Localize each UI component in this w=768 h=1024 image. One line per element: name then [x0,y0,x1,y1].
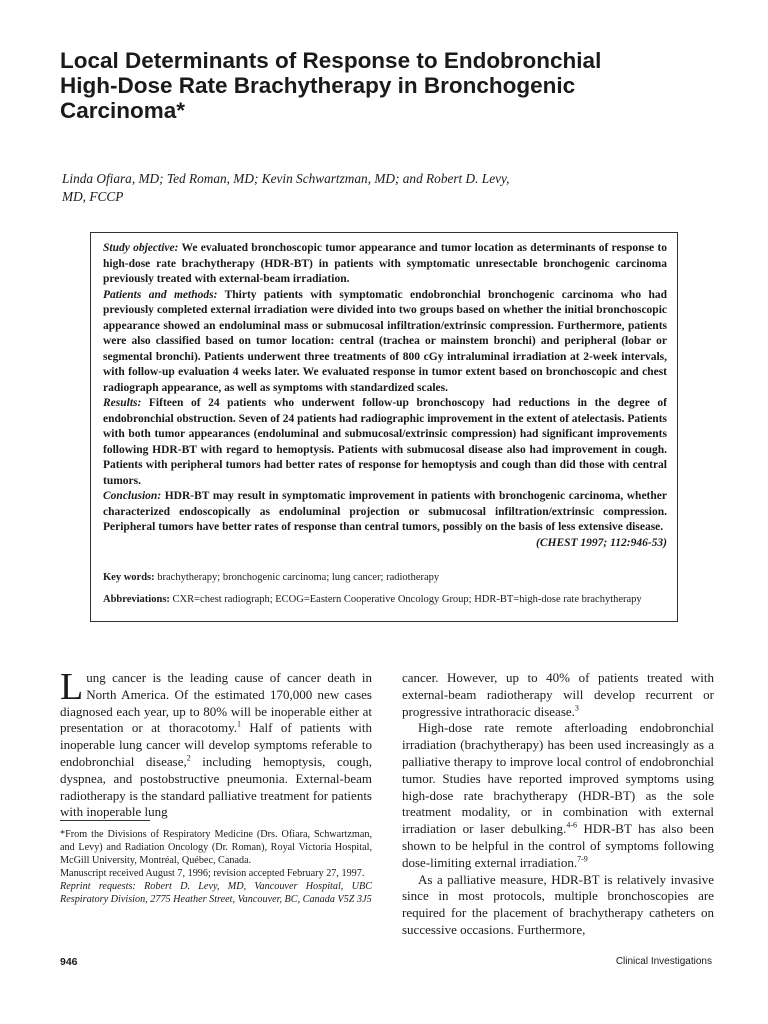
article-title: Local Determinants of Response to Endobronchial High-Dose Rate Brachytherapy in Bronchogenic Carcinoma* [60,48,602,123]
abstract-conclusion [103,489,667,549]
results-label: Results: [103,397,142,409]
intro-text-2: Half of patients with inoperable lung cancer will develop symptoms referable to endobronchial disease, [60,720,372,769]
body-paragraph: As a palliative measure, HDR-BT is relatively invasive since in most protocols, multiple bronchoscopies are required for the placement of brachytherapy catheters on successive occasions. Furthermore, [402,871,714,937]
conclusion-text: HDR-BT may result in symptomatic improvement in patients with bronchogenic carcinoma, whether characterized endoscopically as endoluminal projection or submucosal infiltration/extrinsic compression. Peripheral tumors have better rates of response than central tumors, possibly on the basis of less extensive disease. [103,490,667,533]
footnote-rule [60,820,150,821]
footnote-received: Manuscript received August 7, 1996; revision accepted February 27, 1997. [60,868,365,879]
body-paragraph [402,670,714,720]
objective-text: We evaluated bronchoscopic tumor appearance and tumor location as determinants of response to high-dose rate brachytherapy (HDR-BT) in patients with symptomatic unresectable bronchogenic carcinoma previously treated with external-beam irradiation. [103,242,667,285]
methods-label: Patients and methods: [103,288,218,301]
abbreviations-text: CXR=chest radiograph; ECOG=Eastern Cooperative Oncology Group; HDR-BT=high-dose rate brachytherapy [172,594,642,605]
body-column-left [60,666,372,821]
body-column-right [402,670,714,939]
abstract-objective [103,241,667,288]
reference-marker: 2 [186,753,191,763]
body-text: cancer. However, up to 40% of patients treated with external-beam radiotherapy will develop recurrent or progressive intrathoracic disease. [402,670,714,719]
reference-marker: 3 [574,703,579,713]
reference-marker: 4-6 [566,820,577,830]
reference-marker: 1 [237,720,241,730]
methods-text: Thirty patients with symptomatic endobronchial bronchogenic carcinoma who had previously completed external irradiation were divided into two groups based on whether the initial bronchoscopic appearance showed an endoluminal mass or submucosal infiltration/extrinsic compression. Furthermore, patients were also classified based on tumor location: central (trachea or mainstem bronchi) and peripheral (lobar or segmental bronchi). Patients underwent three treatments of 800 cGy intraluminal irradiation at 2-week intervals, with follow-up evaluation 4 weeks later. We evaluated response in tumor extent based on bronchoscopic and chest radiograph appearance, as well as symptoms with standardized scales. [103,288,667,394]
drop-cap: L [60,666,84,708]
abstract-box [90,232,678,622]
keywords-text: brachytherapy; bronchogenic carcinoma; lung cancer; radiotherapy [157,572,440,583]
page-number: 946 [60,956,78,968]
footnote-affiliation: *From the Divisions of Respiratory Medicine (Drs. Ofiara, Schwartzman, and Levy) and Radiation Oncology (Dr. Roman), Royal Victoria Hospital, McGill University, Montréal, Québec, Canada. [60,829,372,866]
abbreviations [103,593,667,607]
section-label: Clinical Investigations [615,956,712,967]
results-text: Fifteen of 24 patients who underwent follow-up bronchoscopy had reductions in the degree of endobronchial obstruction. Seven of 24 patients had radiographic improvement in the extent of atelectasis. Patients with both tumor appearances (endoluminal and submucosal/extrinsic compression) had significant improvements following HDR-BT with regard to hemoptysis. Patients with submucosal disease also had improvement in cough. Patients with peripheral tumors had better rates of response for hemoptysis and cough than did those with central tumors. [103,397,667,487]
abstract-results [103,396,667,489]
body-text: High-dose rate remote afterloading endobronchial irradiation (brachytherapy) has been used increasingly as a palliative therapy to improve local control of endobronchial tumor. Studies have reported improved symptoms using high-dose rate brachytherapy (HDR-BT) as the sole treatment modality, or in combination with external irradiation or laser debulking. [402,720,714,837]
objective-label: Study objective: [103,242,179,254]
abstract-methods [103,288,667,397]
keywords [103,571,667,585]
body-paragraph [402,720,714,871]
reference-marker: 7-9 [577,854,588,864]
author-list: Linda Ofiara, MD; Ted Roman, MD; Kevin Schwartzman, MD; and Robert D. Levy, MD, FCCP [62,171,510,204]
journal-citation: (CHEST 1997; 112:946-53) [536,536,667,549]
conclusion-label: Conclusion: [103,490,162,502]
body-text: HDR-BT has also been shown to be helpful in the control of symptoms following dose-limiting external irradiation. [402,821,715,870]
keywords-label: Key words: [103,572,155,583]
intro-text-3: including hemoptysis, cough, dyspnea, and postobstructive pneumonia. External-beam radiotherapy is the standard palliative treatment for patients with inoperable lung [60,753,372,820]
abbreviations-label: Abbreviations: [103,594,170,605]
intro-text-1: ung cancer is the leading cause of cancer death in North America. Of the estimated 170,000 new cases diagnosed each year, up to 80% will be inoperable either at presentation or at thoracotomy. [60,670,372,736]
footnotes [60,828,372,906]
abstract-body [103,241,667,551]
footnote-reprint: Reprint requests: Robert D. Levy, MD, Vancouver Hospital, UBC Respiratory Division, 2775 Heather Street, Vancouver, BC, Canada V5Z 3J5 [60,881,372,905]
intro-paragraph [60,666,372,821]
